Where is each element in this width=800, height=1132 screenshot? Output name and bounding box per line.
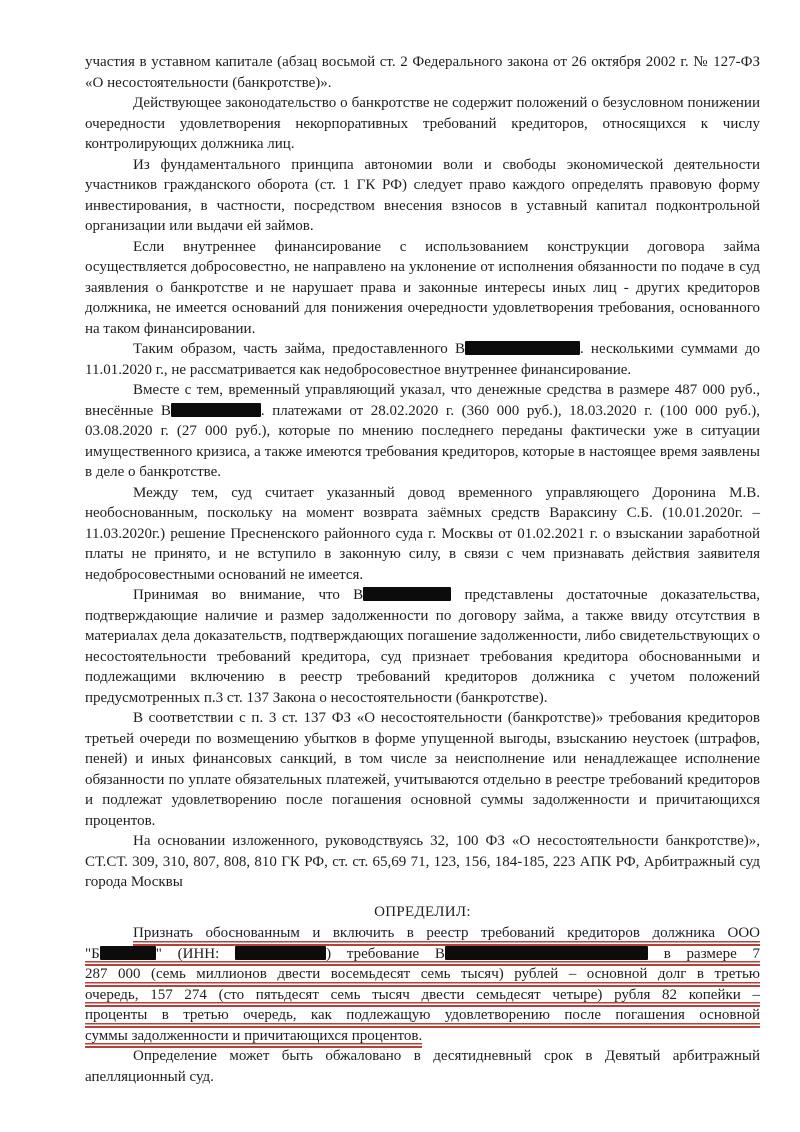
redaction-bar	[100, 946, 156, 960]
text-run: проценты в третью очередь, как подлежащую удовлетворению после погашения основной	[85, 1007, 760, 1023]
redaction-bar	[235, 946, 326, 960]
redaction-bar	[445, 946, 648, 960]
paragraph	[85, 483, 760, 586]
ruling-heading: ОПРЕДЕЛИЛ:	[374, 903, 471, 920]
text-run: суммы задолженности и причитающихся процентов.	[85, 1027, 423, 1044]
paragraph	[85, 93, 760, 155]
redaction-bar	[363, 587, 451, 601]
redaction-bar	[171, 403, 261, 417]
paragraph	[85, 52, 760, 93]
operative-line	[85, 1026, 760, 1047]
text-run: Из фундаментального принципа автономии воли и свободы экономической деятельности участников гражданского оборота (ст. 1 ГК РФ) следует право каждого определять правовую форму инвестирования, в частности, посредством внесения взносов в уставный капитал подконтрольной организации или выдачи ей займов.	[85, 156, 760, 234]
text-run: Между тем, суд считает указанный довод временного управляющего Доронина М.В. необоснованным, поскольку на момент возврата заёмных средств Вараксину С.Б. (10.01.2020г. – 11.03.2020г.) решение Пресненского районного суда г. Москвы от 01.02.2021 г. о взыскании заработной платы не принято, и не вступило в законную силу, в связи с чем признавать действия заявителя недобросовестными оснований не имеется.	[85, 484, 760, 583]
operative-section	[85, 923, 760, 1046]
text-run: . несколькими суммами до 11.01.2020 г., не рассматривается как недобросовестное внутреннее финансирование.	[85, 341, 760, 378]
paragraph	[85, 1046, 760, 1087]
operative-line	[85, 964, 760, 985]
paragraph	[85, 708, 760, 831]
text-run: "Б	[85, 945, 100, 962]
text-run: Действующее законодательство о банкротстве не содержит положений о безусловном понижении очередности удовлетворения некорпоративных требований кредиторов, относящихся к числу контролирующих должника лиц.	[85, 95, 760, 152]
text-run: Определение может быть обжаловано в десятидневный срок в Девятый арбитражный апелляционный суд.	[85, 1048, 760, 1085]
text-run: ) требование В	[326, 945, 445, 962]
text-run: На основании изложенного, руководствуясь 32, 100 ФЗ «О несостоятельности банкротстве)», СТ.СТ. 309, 310, 807, 808, 810 ГК РФ, ст. ст. 65,69 71, 123, 156, 184-185, 223 АПК РФ, Арбитражный суд города Москвы	[85, 833, 760, 890]
closing-paragraphs	[85, 1046, 760, 1087]
text-run: очередь, 157 274 (сто пятьдесят семь тысяч двести семьдесят четыре) рубля 82 копейки –	[85, 986, 760, 1003]
operative-line	[133, 923, 760, 944]
body-paragraphs	[85, 52, 760, 893]
underlined-text	[85, 1026, 422, 1047]
operative-line	[85, 1005, 760, 1026]
paragraph	[85, 155, 760, 237]
text-run: Вместе с тем, временный управляющий указал, что денежные средства в размере 487 000 руб., внесённые В	[85, 382, 760, 419]
redaction-bar	[465, 341, 580, 355]
text-run: Таким образом, часть займа, предоставленного В	[133, 341, 465, 357]
text-run: " (ИНН:	[155, 945, 220, 962]
paragraph	[85, 380, 760, 483]
text-run: представлены достаточные доказательства, подтверждающие наличие и размер задолженности по договору займа, а также ввиду отсутствия в материалах дела доказательств, подтверждающих погашение задолженности, либо свидетельствующих о несостоятельности требований кредитора, суд признает требования кредитора обоснованными и подлежащими включению в реестр требований кредиторов должника с учетом положений предусмотренных п.3 ст. 137 Закона о несостоятельности (банкротстве).	[85, 587, 761, 706]
operative-line	[85, 944, 760, 965]
operative-line	[85, 985, 760, 1006]
text-run: . платежами от 28.02.2020 г. (360 000 руб.), 18.03.2020 г. (100 000 руб.), 03.08.2020 г. (27 000 руб.), которые по мнению последнего переданы фактически уже в ситуации имущественного кризиса, а также имеются требования кредиторов, которые в настоящее время заявлены в деле о банкротстве.	[85, 402, 760, 480]
paragraph	[85, 831, 760, 893]
text-run: 287 000 (семь миллионов двести восемьдесят семь тысяч) рублей – основной долг в третью	[85, 966, 760, 982]
text-run: Если внутреннее финансирование с использованием конструкции договора займа осуществляется добросовестно, не направлено на уклонение от исполнения обязанности по подаче в суд заявления о банкротстве и не нарушает права и законные интересы иных лиц - других кредиторов должника, не имеется оснований для понижения очередности удовлетворения требования, основанного на таком финансировании.	[85, 238, 760, 337]
text-run: в размере 7	[663, 945, 761, 962]
document-body	[85, 52, 760, 1087]
paragraph	[85, 585, 760, 708]
text-run: Признать обоснованным и включить в реестр требований кредиторов должника ООО	[133, 925, 760, 941]
paragraph	[85, 237, 760, 340]
text-run: В соответствии с п. 3 ст. 137 ФЗ «О несостоятельности (банкротстве)» требования кредиторов третьей очереди по возмещению убытков в форме упущенной выгоды, взысканию неустоек (штрафов, пеней) и иных финансовых санкций, в том числе за неисполнение или ненадлежащее исполнение обязанности по уплате обязательных платежей, учитываются отдельно в реестре требований кредиторов и подлежат удовлетворению после погашения основной суммы задолженности и причитающихся процентов.	[85, 710, 760, 829]
paragraph	[85, 339, 760, 380]
text-run: участия в уставном капитале (абзац восьмой ст. 2 Федерального закона от 26 октября 2002 г. № 127-ФЗ «О несостоятельности (банкротстве)».	[85, 54, 760, 91]
text-run: Принимая во внимание, что В	[133, 587, 364, 603]
